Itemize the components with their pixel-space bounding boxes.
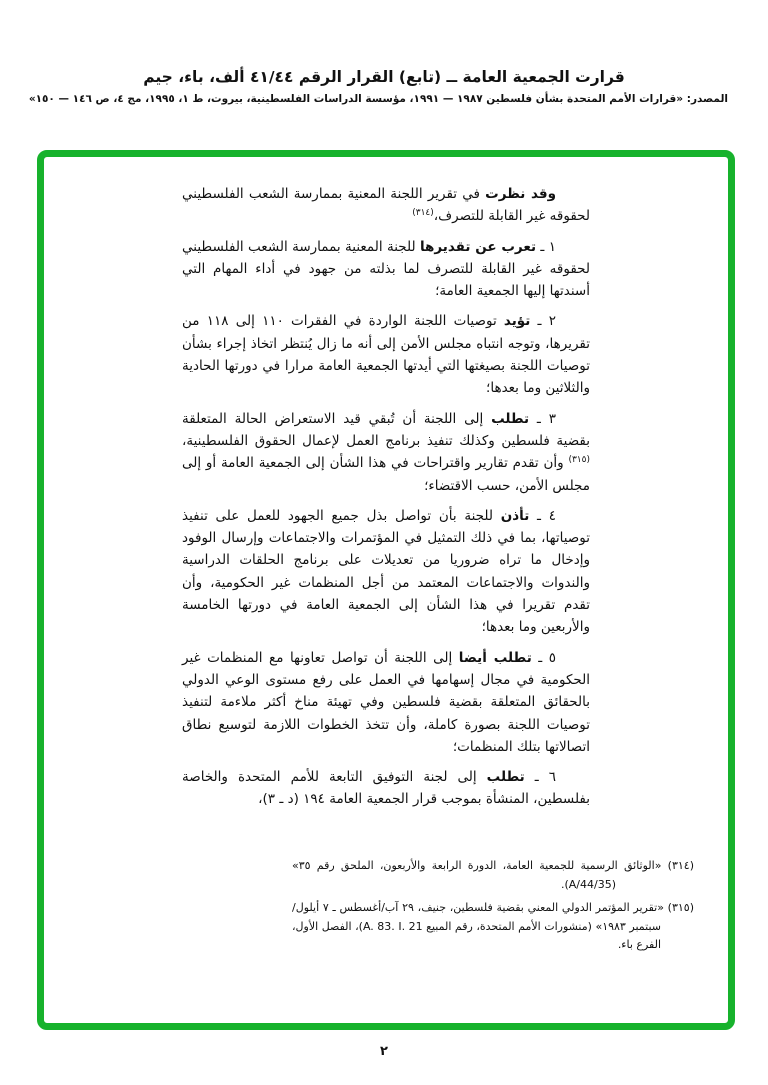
resolution-paragraph-4 <box>182 505 590 639</box>
footnote-ref-315: (٣١٥) <box>568 455 590 466</box>
paragraph-text: توصيات اللجنة الواردة في الفقرات ١١٠ إلى ١١٨ من تقريرها، وتوجه انتباه مجلس الأمن إلى أنه ما زال يُنتظر اتخاذ إجراء بشأن توصيات اللجنة بصيغتها التي أيدتها الجمعية العامة مرارا في دورتها الحادية والثلاثين وما بعدها؛ <box>182 313 590 397</box>
paragraph-number: ٤ ـ <box>529 507 556 524</box>
paragraph-number: ٢ ـ <box>530 313 556 330</box>
resolution-text-column <box>182 183 590 811</box>
footnote-314: (٣١٤) «الوثائق الرسمية للجمعية العامة، الدورة الرابعة والأربعون، الملحق رقم ٣٥» (A/44/35). <box>292 859 694 891</box>
paragraph-text: إلى اللجنة أن تُبقي قيد الاستعراض الحالة المتعلقة بقضية فلسطين وكذلك تنفيذ برنامج العمل لإعمال الحقوق الفلسطينية، <box>182 410 590 449</box>
source-citation: المصدر: «قرارات الأمم المتحدة بشأن فلسطين ١٩٨٧ — ١٩٩١، مؤسسة الدراسات الفلسطينية، بيروت، ط ١، ١٩٩٥، مج ٤، ص ١٤٦ — ١٥٠» <box>28 93 728 105</box>
highlight-border-box <box>37 150 735 1030</box>
paragraph-lead: تأذن <box>500 507 530 524</box>
paragraph-number: ٣ ـ <box>529 410 556 427</box>
resolution-preamble-paragraph <box>182 183 590 228</box>
paragraph-text: إلى لجنة التوفيق التابعة للأمم المتحدة والخاصة بفلسطين، المنشأة بموجب قرار الجمعية العامة ١٩٤ (د ـ ٣)، <box>182 769 590 808</box>
page-title: قرارت الجمعية العامة ــ (تابع) القرار الرقم ٤١/٤٤ ألف، باء، جيم <box>143 68 625 86</box>
resolution-paragraph-6 <box>182 766 590 811</box>
paragraph-lead: تؤيد <box>503 313 531 330</box>
paragraph-lead: تطلب <box>491 410 530 427</box>
resolution-paragraph-5 <box>182 647 590 758</box>
paragraph-text: إلى اللجنة أن تواصل تعاونها مع المنظمات غير الحكومية في مجال إسهامها في العمل على رفع مستوى الوعي الدولي بالحقائق المتعلقة بقضية فلسطين وفي تهيئة مناخ أكثر ملاءمة لتنفيذ توصيات اللجنة بصورة كاملة، وأن تتخذ الخطوات اللازمة لتوسيع نطاق اتصالاتها بتلك المنظمات؛ <box>182 649 590 755</box>
resolution-paragraph-3 <box>182 408 590 497</box>
paragraph-text: للجنة بأن تواصل بذل جميع الجهود للعمل على تنفيذ توصياتها، بما في ذلك التمثيل في المؤتمرات والاجتماعات وإرسال الوفود وإدخال ما تراه ضروريا من تعديلات على برنامج الحلقات الدراسية والندوات والاجتماعات المعتمد من أجل المنظمات غير الحكومية، وأن تقدم تقريرا في هذا الشأن إلى الجمعية العامة في دورتها الخامسة والأربعين وما بعدها؛ <box>182 507 590 636</box>
footnote-315: (٣١٥) «تقرير المؤتمر الدولي المعني بقضية فلسطين، جنيف، ٢٩ آب/أغسطس ـ ٧ أيلول/سبتمبر ١٩٨٣» (منشورات الأمم المتحدة، رقم المبيع A. 83. I. 21)، الفصل الأول، الفرع باء. <box>292 901 694 951</box>
paragraph-number: ٦ ـ <box>524 769 556 786</box>
paragraph-text: للجنة المعنية بممارسة الشعب الفلسطيني لحقوقه غير القابلة للتصرف لما بذلته من جهود في أداء المهام التي أسندتها إليها الجمعية العامة؛ <box>182 238 590 300</box>
paragraph-lead: تعرب عن تقديرها <box>419 238 537 255</box>
paragraph-number: ١ ـ <box>536 238 556 255</box>
page-number: ٢ <box>380 1044 388 1059</box>
resolution-paragraph-1 <box>182 236 590 303</box>
paragraph-lead: وقد نظرت <box>485 186 556 202</box>
footnotes-section <box>292 857 694 960</box>
paragraph-lead: تطلب <box>486 769 525 786</box>
footnote-ref-314: (٣١٤) <box>412 208 434 219</box>
paragraph-number: ٥ ـ <box>531 649 556 666</box>
paragraph-text: وأن تقدم تقارير واقتراحات في هذا الشأن إلى الجمعية العامة أو إلى مجلس الأمن، حسب الاقتضاء؛ <box>182 455 590 494</box>
page-header <box>0 0 768 105</box>
paragraph-text: في تقرير اللجنة المعنية بممارسة الشعب الفلسطيني لحقوقه غير القابلة للتصرف، <box>182 186 590 225</box>
resolution-paragraph-2 <box>182 310 590 399</box>
paragraph-lead: تطلب أيضا <box>458 649 532 666</box>
